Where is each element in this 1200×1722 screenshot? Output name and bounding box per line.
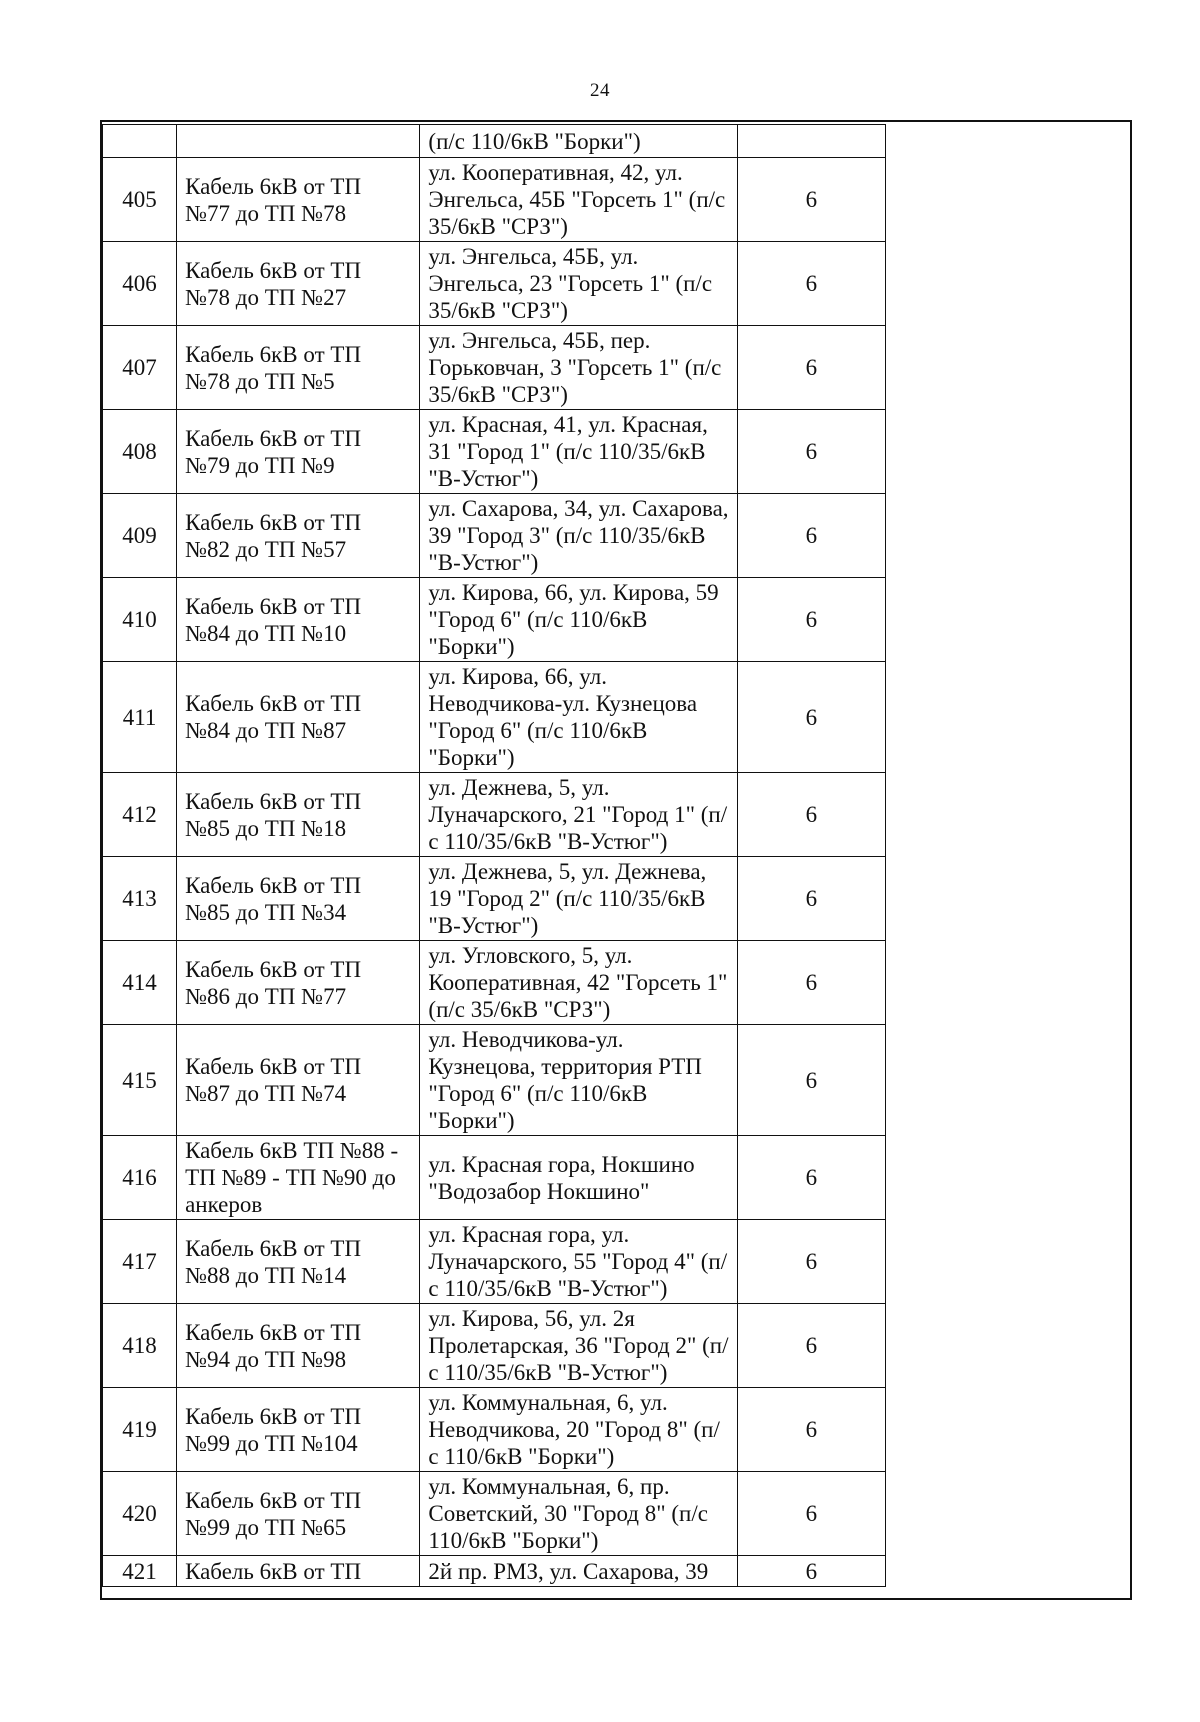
cell-number: 409 (103, 494, 177, 578)
cell-voltage: 6 (737, 773, 885, 857)
table-row (103, 1220, 886, 1304)
cell-voltage: 6 (737, 1304, 885, 1388)
cell-name: Кабель 6кВ от ТП №79 до ТП №9 (177, 410, 420, 494)
cell-number: 405 (103, 158, 177, 242)
cell-voltage: 6 (737, 326, 885, 410)
table-row (103, 578, 886, 662)
cell-number: 411 (103, 662, 177, 773)
cell-voltage: 6 (737, 1472, 885, 1556)
cell-number: 412 (103, 773, 177, 857)
cell-number: 421 (103, 1556, 177, 1587)
cell-address: ул. Энгельса, 45Б, ул. Энгельса, 23 "Горсеть 1" (п/с 35/6кВ "СРЗ") (420, 242, 737, 326)
cell-name: Кабель 6кВ от ТП №87 до ТП №74 (177, 1025, 420, 1136)
cell-number: 416 (103, 1136, 177, 1220)
table-row (103, 158, 886, 242)
cell-voltage: 6 (737, 242, 885, 326)
cell-address: ул. Неводчикова-ул. Кузнецова, территория РТП "Город 6" (п/с 110/6кВ "Борки") (420, 1025, 737, 1136)
cell-address: ул. Кирова, 66, ул. Кирова, 59 "Город 6" (п/с 110/6кВ "Борки") (420, 578, 737, 662)
cell-name: Кабель 6кВ от ТП №86 до ТП №77 (177, 941, 420, 1025)
cell-number: 413 (103, 857, 177, 941)
table-row (103, 1136, 886, 1220)
table-row (103, 1556, 886, 1587)
cell-voltage: 6 (737, 1556, 885, 1587)
cell-number: 410 (103, 578, 177, 662)
cell-name: Кабель 6кВ от ТП №88 до ТП №14 (177, 1220, 420, 1304)
cell-address: ул. Сахарова, 34, ул. Сахарова, 39 "Город 3" (п/с 110/35/6кВ "В-Устюг") (420, 494, 737, 578)
cable-lines-table (102, 124, 886, 1587)
cell-voltage: 6 (737, 1025, 885, 1136)
cell-number (103, 125, 177, 158)
cell-name: Кабель 6кВ от ТП №78 до ТП №27 (177, 242, 420, 326)
cell-address: ул. Красная, 41, ул. Красная, 31 "Город 1" (п/с 110/35/6кВ "В-Устюг") (420, 410, 737, 494)
cell-address: ул. Красная гора, Нокшино "Водозабор Нокшино" (420, 1136, 737, 1220)
cell-voltage: 6 (737, 941, 885, 1025)
cell-number: 417 (103, 1220, 177, 1304)
table-row (103, 1472, 886, 1556)
cell-name: Кабель 6кВ от ТП (177, 1556, 420, 1587)
cell-name: Кабель 6кВ от ТП №84 до ТП №87 (177, 662, 420, 773)
cell-address: ул. Кирова, 66, ул. Неводчикова-ул. Кузнецова "Город 6" (п/с 110/6кВ "Борки") (420, 662, 737, 773)
cell-name: Кабель 6кВ от ТП №82 до ТП №57 (177, 494, 420, 578)
cell-voltage: 6 (737, 410, 885, 494)
cell-voltage (737, 125, 885, 158)
cell-address: ул. Угловского, 5, ул. Кооперативная, 42 "Горсеть 1" (п/с 35/6кВ "СРЗ") (420, 941, 737, 1025)
table-row (103, 941, 886, 1025)
cell-number: 408 (103, 410, 177, 494)
cell-name: Кабель 6кВ от ТП №99 до ТП №65 (177, 1472, 420, 1556)
cell-number: 415 (103, 1025, 177, 1136)
cell-address: ул. Коммунальная, 6, ул. Неводчикова, 20 "Город 8" (п/с 110/6кВ "Борки") (420, 1388, 737, 1472)
page-number: 24 (590, 80, 610, 101)
cell-voltage: 6 (737, 1136, 885, 1220)
cell-name: Кабель 6кВ ТП №88 - ТП №89 - ТП №90 до анкеров (177, 1136, 420, 1220)
cell-address: ул. Кооперативная, 42, ул. Энгельса, 45Б "Горсеть 1" (п/с 35/6кВ "СРЗ") (420, 158, 737, 242)
cell-name: Кабель 6кВ от ТП №99 до ТП №104 (177, 1388, 420, 1472)
cell-name: Кабель 6кВ от ТП №78 до ТП №5 (177, 326, 420, 410)
table-row (103, 326, 886, 410)
table-row (103, 494, 886, 578)
table-row (103, 1304, 886, 1388)
cell-name: Кабель 6кВ от ТП №84 до ТП №10 (177, 578, 420, 662)
table-body (103, 125, 886, 1587)
cell-address: ул. Дежнева, 5, ул. Луначарского, 21 "Город 1" (п/с 110/35/6кВ "В-Устюг") (420, 773, 737, 857)
cell-voltage: 6 (737, 158, 885, 242)
cell-number: 420 (103, 1472, 177, 1556)
cell-voltage: 6 (737, 662, 885, 773)
cell-address: ул. Кирова, 56, ул. 2я Пролетарская, 36 "Город 2" (п/с 110/35/6кВ "В-Устюг") (420, 1304, 737, 1388)
table-row (103, 1025, 886, 1136)
cell-number: 406 (103, 242, 177, 326)
cell-number: 414 (103, 941, 177, 1025)
cell-address: ул. Дежнева, 5, ул. Дежнева, 19 "Город 2" (п/с 110/35/6кВ "В-Устюг") (420, 857, 737, 941)
cell-name: Кабель 6кВ от ТП №85 до ТП №18 (177, 773, 420, 857)
continuation-row (103, 125, 886, 158)
cell-address: ул. Энгельса, 45Б, пер. Горьковчан, 3 "Горсеть 1" (п/с 35/6кВ "СРЗ") (420, 326, 737, 410)
table-row (103, 410, 886, 494)
cell-voltage: 6 (737, 1220, 885, 1304)
cell-name: Кабель 6кВ от ТП №85 до ТП №34 (177, 857, 420, 941)
cell-address: ул. Коммунальная, 6, пр. Советский, 30 "Город 8" (п/с 110/6кВ "Борки") (420, 1472, 737, 1556)
table-row (103, 773, 886, 857)
table-row (103, 242, 886, 326)
cell-name (177, 125, 420, 158)
cell-voltage: 6 (737, 857, 885, 941)
table-row (103, 1388, 886, 1472)
cell-voltage: 6 (737, 1388, 885, 1472)
cell-number: 419 (103, 1388, 177, 1472)
table-row (103, 662, 886, 773)
cell-name: Кабель 6кВ от ТП №94 до ТП №98 (177, 1304, 420, 1388)
cell-number: 418 (103, 1304, 177, 1388)
table-row (103, 857, 886, 941)
cell-voltage: 6 (737, 494, 885, 578)
cell-name: Кабель 6кВ от ТП №77 до ТП №78 (177, 158, 420, 242)
cell-address: 2й пр. РМЗ, ул. Сахарова, 39 (420, 1556, 737, 1587)
cell-address: ул. Красная гора, ул. Луначарского, 55 "Город 4" (п/с 110/35/6кВ "В-Устюг") (420, 1220, 737, 1304)
cell-address: (п/с 110/6кВ "Борки") (420, 125, 737, 158)
cell-voltage: 6 (737, 578, 885, 662)
cell-number: 407 (103, 326, 177, 410)
